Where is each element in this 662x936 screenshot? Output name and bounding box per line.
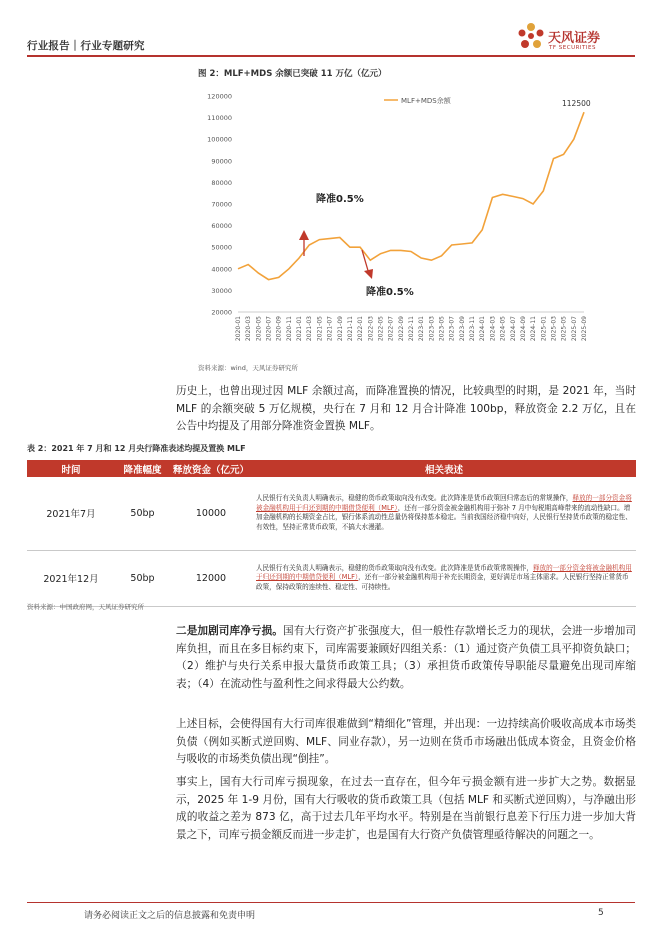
series-line-mlf-mds bbox=[238, 112, 584, 279]
x-tick-label: 2021-11 bbox=[346, 316, 354, 342]
cell-funds: 10000 bbox=[170, 477, 252, 550]
cell-funds: 12000 bbox=[170, 550, 252, 606]
header-time: 时间 bbox=[27, 460, 115, 477]
chart-container bbox=[198, 80, 616, 360]
cut1-label: 降准0.5% bbox=[316, 194, 364, 205]
cell-statement bbox=[252, 550, 636, 606]
statement-highlight: 释放的一部分资金将被金融机构用于归还到期的中期借贷便利（MLF） bbox=[256, 563, 632, 582]
header-statement: 相关表述 bbox=[252, 460, 636, 477]
x-tick-label: 2023-09 bbox=[458, 316, 466, 342]
legend-label: MLF+MDS余额 bbox=[401, 97, 451, 105]
table-header-row bbox=[27, 460, 636, 477]
paragraph-lead: 二是加剧司库净亏损。 bbox=[176, 625, 284, 637]
cut2-arrowhead bbox=[364, 269, 373, 279]
x-axis bbox=[235, 316, 588, 341]
x-tick-label: 2022-07 bbox=[387, 316, 395, 342]
peak-label: 112500 bbox=[562, 99, 591, 108]
x-tick-label: 2025-05 bbox=[560, 316, 568, 342]
x-tick-label: 2024-11 bbox=[530, 316, 538, 342]
company-logo bbox=[514, 20, 644, 56]
x-tick-label: 2025-09 bbox=[581, 316, 588, 342]
y-tick-label: 70000 bbox=[211, 200, 232, 209]
page-number: 5 bbox=[598, 908, 604, 918]
y-tick-label: 120000 bbox=[207, 92, 232, 101]
x-tick-label: 2024-01 bbox=[479, 316, 487, 342]
x-tick-label: 2021-03 bbox=[306, 316, 314, 342]
cell-cut: 50bp bbox=[115, 550, 170, 606]
x-tick-label: 2024-03 bbox=[489, 316, 497, 342]
x-tick-label: 2020-03 bbox=[245, 316, 253, 342]
statement-text: 人民银行有关负责人明确表示，稳健的货币政策取向没有改变。此次降准是货币政策常规操作， bbox=[256, 563, 533, 572]
x-tick-label: 2024-09 bbox=[519, 316, 527, 342]
x-tick-label: 2022-03 bbox=[367, 316, 375, 342]
paragraph-body: 国有大行资产扩张强度大，但一般性存款增长乏力的现状，会进一步增加司库负担，而且在多目标约束下，司库需要兼顾好四组关系：（1）通过资产负债工具平抑资负缺口；（2）维护与央行关系申报大量货币政策工具；（3）承担货币政策传导职能尽量避免出现司库缩表；（4）在流动性与盈利性之间求得最大公约数。 bbox=[176, 625, 637, 690]
figure-title: 图 2：MLF+MDS 余额已突破 11 万亿（亿元） bbox=[198, 69, 387, 79]
x-tick-label: 2021-07 bbox=[326, 316, 334, 342]
table-row bbox=[27, 550, 636, 606]
paragraph-treasury-loss bbox=[176, 623, 636, 693]
x-tick-label: 2021-01 bbox=[296, 316, 304, 342]
footer-divider bbox=[27, 902, 635, 903]
x-tick-label: 2021-05 bbox=[316, 316, 324, 342]
footer-disclaimer: 请务必阅读正文之后的信息披露和免责申明 bbox=[84, 911, 256, 921]
cell-time: 2021年7月 bbox=[27, 477, 115, 550]
x-tick-label: 2023-01 bbox=[418, 316, 426, 342]
x-tick-label: 2022-09 bbox=[397, 316, 405, 342]
y-tick-label: 100000 bbox=[207, 135, 232, 144]
header-cut: 降准幅度 bbox=[115, 460, 170, 477]
x-tick-label: 2023-07 bbox=[448, 316, 456, 342]
y-tick-label: 80000 bbox=[211, 178, 232, 187]
x-tick-label: 2023-11 bbox=[469, 316, 477, 342]
x-tick-label: 2023-03 bbox=[428, 316, 436, 342]
y-tick-label: 30000 bbox=[211, 286, 232, 295]
x-tick-label: 2020-05 bbox=[255, 316, 263, 342]
y-tick-label: 40000 bbox=[211, 265, 232, 274]
y-tick-label: 60000 bbox=[211, 222, 232, 231]
cell-cut: 50bp bbox=[115, 477, 170, 550]
statement-highlight: 释放的一部分资金将被金融机构用于归还到期的中期借贷便利（MLF） bbox=[256, 494, 632, 512]
x-tick-label: 2025-07 bbox=[570, 316, 578, 342]
y-axis bbox=[207, 93, 584, 317]
x-tick-label: 2025-03 bbox=[550, 316, 558, 342]
statement-text: ，还有一部分被金融机构用于补充长期资金，更好满足市场主体需求。人民银行坚持正常货币政策，保持政策的连续性、稳定性、可持续性。 bbox=[256, 573, 629, 591]
cut1-arrowhead bbox=[299, 230, 309, 240]
statement-text: 人民银行有关负责人明确表示，稳健的货币政策取向没有改变。此次降准是货币政策回归常态后的常规操作， bbox=[256, 494, 573, 503]
header-funds: 释放资金（亿元） bbox=[170, 460, 252, 477]
table-row bbox=[27, 477, 636, 550]
x-tick-label: 2020-07 bbox=[265, 316, 273, 342]
header-divider bbox=[27, 55, 635, 57]
logo-name-en: TF SECURITIES bbox=[549, 45, 596, 51]
paragraph-loss-data: 事实上，国有大行司库亏损现象，在过去一直存在，但今年亏损金额有进一步扩大之势。数据显示，2025 年 1-9 月份，国有大行吸收的货币政策工具（包括 MLF 和买断式逆回购），与净融出形成的收益之差为 873 亿，高于过去几年平均水平。特别是在当前银行息差下行压力进一步加大背景之下，司库亏损金额反而进一步走扩，也是国有大行资产负债管理亟待解决的问题之一。 bbox=[176, 776, 636, 841]
x-tick-label: 2023-05 bbox=[438, 316, 446, 342]
y-tick-label: 50000 bbox=[211, 243, 232, 252]
x-tick-label: 2020-11 bbox=[285, 316, 293, 342]
x-tick-label: 2024-07 bbox=[509, 316, 517, 342]
table-source: 资料来源：中国政府网，天风证券研究所 bbox=[27, 603, 144, 611]
report-category: 行业报告｜行业专题研究 bbox=[27, 40, 145, 52]
x-tick-label: 2022-11 bbox=[408, 316, 415, 342]
y-tick-label: 90000 bbox=[211, 157, 232, 166]
logo-flower-icon bbox=[514, 20, 548, 56]
x-tick-label: 2022-01 bbox=[357, 316, 365, 342]
x-tick-label: 2020-01 bbox=[235, 316, 242, 342]
line-chart bbox=[198, 80, 616, 360]
x-tick-label: 2025-01 bbox=[540, 316, 548, 342]
paragraph-mlf-history: 历史上，也曾出现过因 MLF 余额过高，而降准置换的情况，比较典型的时期，是 2021 年，当时 MLF 的余额突破 5 万亿规模，央行在 7 月和 12 月合计降准 100bp，释放资金 2.2 万亿，且在公告中均提及了用部分降准资金置换 MLF。 bbox=[176, 385, 636, 433]
x-tick-label: 2021-09 bbox=[336, 316, 344, 342]
paragraph-management: 上述目标，会使得国有大行司库很难做到“精细化”管理，并出现：一边持续高价吸收高成本市场类负债（例如买断式逆回购、MLF、同业存款），另一边则在货币市场融出低成本资金，且资金价格与吸收的市场类负债出现“倒挂”。 bbox=[176, 718, 636, 766]
x-tick-label: 2022-05 bbox=[377, 316, 385, 342]
cell-statement bbox=[252, 477, 636, 550]
x-tick-label: 2024-05 bbox=[499, 316, 507, 342]
y-tick-label: 20000 bbox=[211, 308, 232, 317]
cut2-label: 降准0.5% bbox=[366, 287, 414, 298]
cell-time: 2021年12月 bbox=[27, 550, 115, 606]
logo-name: 天风证券 bbox=[548, 31, 601, 46]
rrr-cut-table bbox=[27, 460, 636, 607]
figure-source: 资料来源：wind，天风证券研究所 bbox=[198, 364, 298, 372]
y-tick-label: 110000 bbox=[207, 114, 232, 123]
table-title: 表 2：2021 年 7 月和 12 月央行降准表述均提及置换 MLF bbox=[27, 444, 246, 453]
x-tick-label: 2020-09 bbox=[275, 316, 283, 342]
statement-text: ，还有一部分资金被金融机构用于弥补 7 月中旬税期高峰带来的流动性缺口。增加金融机构的长期资金占比，银行体系流动性总量仍将保持基本稳定。当前我国经济稳中向好，人民银行坚持货币政策的稳定性、有效性，坚持正常货币政策，不搞大水漫灌。 bbox=[256, 503, 632, 531]
